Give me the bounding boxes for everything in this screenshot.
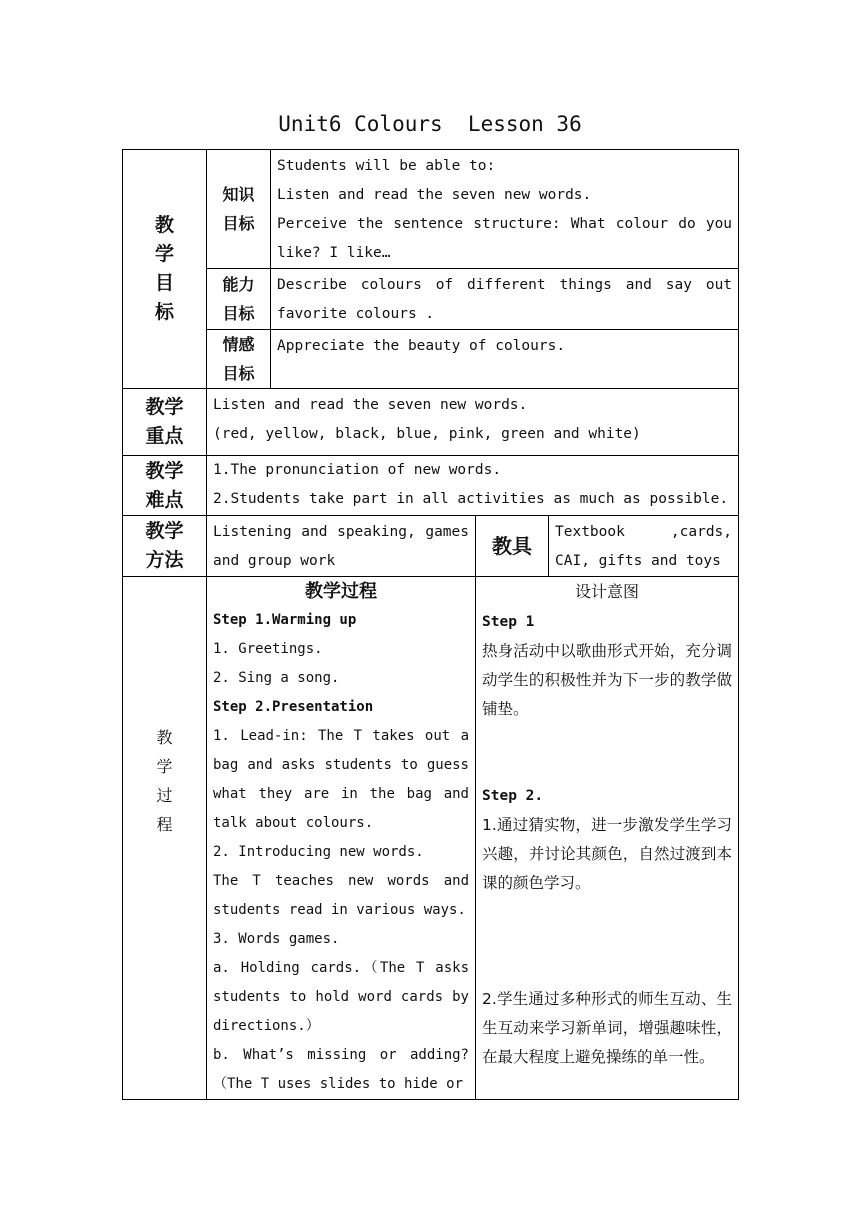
label-part: 能力	[222, 275, 255, 294]
emotion-goal-label	[207, 330, 271, 389]
key-points-label	[123, 389, 207, 456]
objectives-label-char: 目	[154, 272, 174, 294]
document-title: Unit6 Colours Lesson 36	[278, 112, 582, 136]
process-header: 教学过程	[305, 581, 377, 602]
label-part: 目标	[222, 214, 255, 233]
text-line: 1.The pronunciation of new words.	[213, 462, 502, 478]
objectives-knowledge-row	[123, 150, 739, 269]
text-line: Students will be able to:	[277, 158, 496, 174]
ability-goal-text	[271, 269, 739, 330]
aids-label: 教具	[476, 516, 549, 577]
intent-step-label: Step 1	[482, 614, 535, 630]
objectives-emotion-row	[123, 330, 739, 389]
ability-goal-label	[207, 269, 271, 330]
methods-text	[207, 516, 476, 577]
step-line: 1. Lead-in: The T takes out a bag and asks students to guess what they are in the bag and talk about colours.	[213, 728, 469, 831]
spacer	[482, 927, 732, 956]
spacer	[482, 753, 732, 782]
step-line: The T teaches new words and students read in various ways.	[213, 873, 469, 918]
label-part: 程	[156, 815, 173, 834]
text-line: Listen and read the seven new words.	[277, 187, 592, 203]
intent-text: 1.通过猜实物，进一步激发学生学习兴趣，并讨论其颜色，自然过渡到本课的颜色学习。	[482, 816, 733, 892]
design-intent-cell	[476, 577, 739, 1100]
text-line: Listen and read the seven new words.	[213, 397, 528, 413]
text-line: Perceive the sentence structure: What colour do you like? I like…	[277, 216, 733, 261]
label-part: 教学	[145, 396, 184, 418]
objectives-label	[123, 150, 207, 389]
label-part: 教	[156, 728, 173, 747]
process-steps-cell	[207, 577, 476, 1100]
spacer	[482, 898, 732, 927]
process-row	[123, 577, 739, 1100]
label-part: 过	[156, 786, 173, 805]
key-points-row	[123, 389, 739, 456]
text-line: (red, yellow, black, blue, pink, green and white)	[213, 426, 641, 442]
step-heading: Step 1.Warming up	[213, 612, 357, 628]
label-part: 学	[156, 757, 173, 776]
knowledge-goal-label	[207, 150, 271, 269]
key-points-text	[207, 389, 739, 456]
text-line: Listening and speaking, games and group work	[213, 524, 469, 569]
step-line: 3. Words games.	[213, 931, 340, 947]
objectives-label-char: 教	[154, 214, 174, 236]
difficulties-row	[123, 456, 739, 516]
intent-text: 热身活动中以歌曲形式开始，充分调动学生的积极性并为下一步的教学做铺垫。	[482, 642, 733, 718]
label-part: 知识	[222, 185, 255, 204]
label-part: 教学	[145, 459, 184, 482]
objectives-label-char: 学	[154, 243, 174, 265]
difficulties-text	[207, 456, 739, 516]
knowledge-goal-text	[271, 150, 739, 269]
step-line: 2. Sing a song.	[213, 670, 340, 686]
objectives-ability-row	[123, 269, 739, 330]
text-line: Appreciate the beauty of colours.	[277, 338, 566, 354]
label-part: 情感	[222, 335, 255, 354]
emotion-goal-text	[271, 330, 739, 389]
process-side-label	[123, 577, 207, 1100]
step-heading: Step 2.Presentation	[213, 699, 374, 715]
step-line: b. What’s missing or adding?（The T uses slides to hide or	[213, 1047, 469, 1092]
text-line: Textbook ,cards, CAI, gifts and toys	[555, 524, 733, 569]
intent-text: 2.学生通过多种形式的师生互动、生生互动来学习新单词，增强趣味性，在最大程度上避免操练的单一性。	[482, 990, 733, 1066]
label-part: 重点	[145, 425, 184, 447]
label-part: 教学	[145, 520, 184, 542]
design-intent-body	[476, 606, 738, 1072]
label-part: 目标	[222, 304, 255, 323]
label-part: 方法	[145, 549, 184, 571]
methods-label	[123, 516, 207, 577]
label-part: 难点	[145, 488, 184, 511]
lesson-plan-table	[122, 149, 739, 1100]
intent-header: 设计意图	[575, 582, 640, 601]
label-part: 目标	[222, 364, 255, 383]
process-steps	[207, 606, 475, 1099]
step-line: 1. Greetings.	[213, 641, 323, 657]
intent-step-label: Step 2.	[482, 788, 544, 804]
spacer	[482, 724, 732, 753]
step-line: a. Holding cards.（The T asks students to hold word cards by directions.）	[213, 960, 469, 1034]
spacer	[482, 956, 732, 985]
text-line: Describe colours of different things and say out favorite colours .	[277, 277, 733, 322]
text-line: 2.Students take part in all activities as much as possible.	[213, 491, 729, 507]
methods-row	[123, 516, 739, 577]
aids-text	[549, 516, 739, 577]
difficulties-label	[123, 456, 207, 516]
step-line: 2. Introducing new words.	[213, 844, 424, 860]
objectives-label-char: 标	[154, 301, 174, 323]
